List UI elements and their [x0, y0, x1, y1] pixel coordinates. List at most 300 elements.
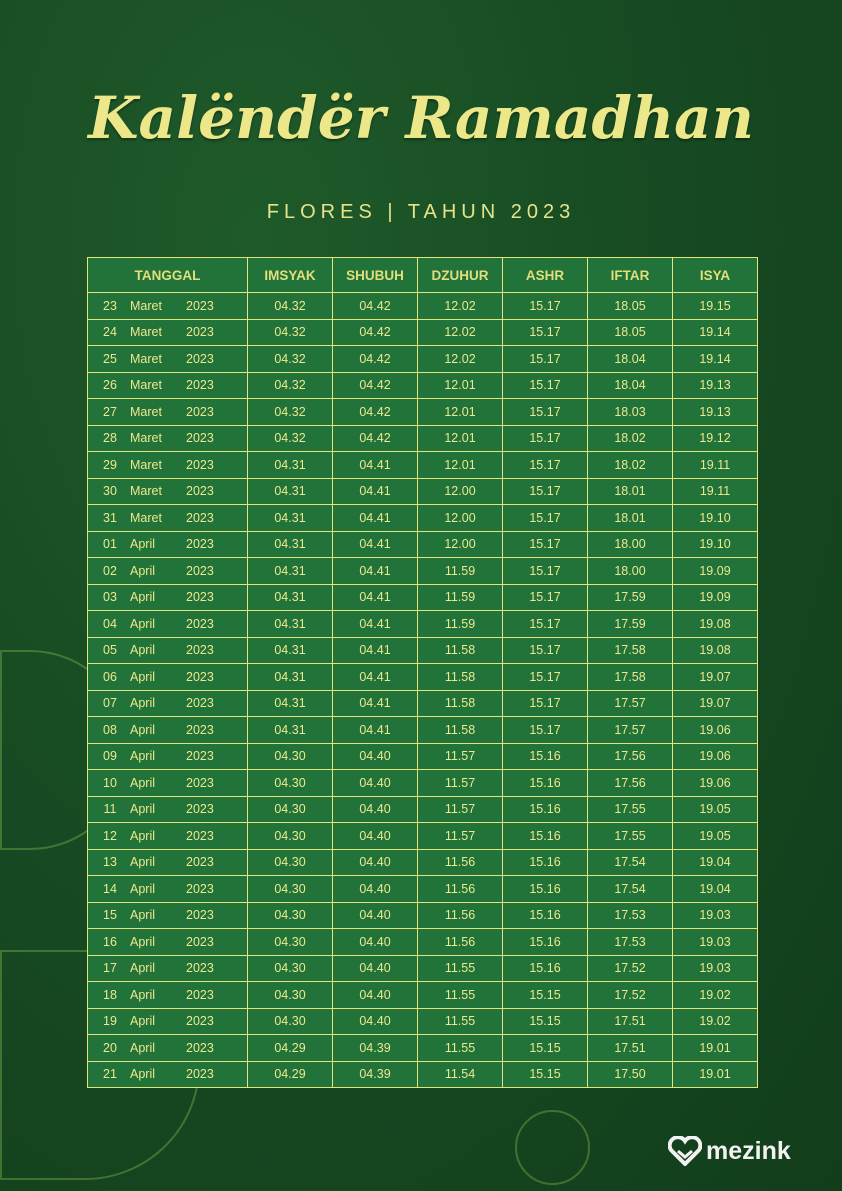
date-day: 07 [103, 696, 117, 711]
time-cell-dzuhur: 11.55 [418, 955, 503, 982]
time-cell-dzuhur: 11.55 [418, 982, 503, 1009]
date-day: 04 [103, 616, 117, 631]
date-month: April [130, 1040, 156, 1055]
time-cell-isya: 19.03 [673, 929, 758, 956]
time-cell-shubuh: 04.42 [333, 346, 418, 373]
date-year: 2023 [186, 1067, 214, 1082]
time-cell-imsyak: 04.32 [248, 319, 333, 346]
time-cell-shubuh: 04.40 [333, 955, 418, 982]
table-row [88, 558, 758, 585]
time-cell-iftar: 18.01 [588, 505, 673, 532]
date-year: 2023 [186, 881, 214, 896]
date-cell [88, 743, 248, 770]
date-year: 2023 [186, 1014, 214, 1029]
time-cell-iftar: 17.52 [588, 982, 673, 1009]
prayer-schedule-table [87, 257, 758, 1088]
page-subtitle: FLORES | TAHUN 2023 [266, 201, 576, 223]
time-cell-ashr: 15.16 [503, 849, 588, 876]
time-cell-shubuh: 04.42 [333, 372, 418, 399]
date-month: April [130, 1014, 156, 1029]
column-header-dzuhur: DZUHUR [418, 258, 503, 293]
mezink-logo [668, 1136, 791, 1166]
column-header-tanggal: TANGGAL [88, 258, 248, 293]
time-cell-dzuhur: 11.57 [418, 796, 503, 823]
date-year: 2023 [186, 828, 214, 843]
time-cell-shubuh: 04.40 [333, 770, 418, 797]
date-month: Maret [130, 510, 162, 525]
table-row [88, 425, 758, 452]
table-row [88, 1061, 758, 1088]
date-cell [88, 955, 248, 982]
date-month: April [130, 563, 156, 578]
time-cell-dzuhur: 11.56 [418, 902, 503, 929]
table-row [88, 1035, 758, 1062]
date-month: Maret [130, 457, 162, 472]
time-cell-isya: 19.05 [673, 796, 758, 823]
date-day: 31 [103, 510, 117, 525]
date-cell [88, 1008, 248, 1035]
column-header-isya: ISYA [673, 258, 758, 293]
date-month: Maret [130, 404, 162, 419]
time-cell-imsyak: 04.30 [248, 955, 333, 982]
time-cell-dzuhur: 11.58 [418, 717, 503, 744]
table-row [88, 346, 758, 373]
time-cell-imsyak: 04.31 [248, 478, 333, 505]
date-day: 29 [103, 457, 117, 472]
time-cell-imsyak: 04.31 [248, 584, 333, 611]
time-cell-dzuhur: 11.58 [418, 690, 503, 717]
date-cell [88, 611, 248, 638]
time-cell-iftar: 17.55 [588, 823, 673, 850]
date-month: April [130, 987, 156, 1002]
time-cell-imsyak: 04.30 [248, 929, 333, 956]
date-day: 25 [103, 351, 117, 366]
time-cell-isya: 19.12 [673, 425, 758, 452]
date-cell [88, 399, 248, 426]
time-cell-iftar: 17.52 [588, 955, 673, 982]
table-row [88, 372, 758, 399]
date-day: 23 [103, 298, 117, 313]
time-cell-iftar: 17.53 [588, 902, 673, 929]
date-day: 26 [103, 378, 117, 393]
time-cell-shubuh: 04.40 [333, 849, 418, 876]
date-year: 2023 [186, 934, 214, 949]
time-cell-shubuh: 04.40 [333, 743, 418, 770]
date-cell [88, 293, 248, 320]
date-year: 2023 [186, 961, 214, 976]
date-month: Maret [130, 298, 162, 313]
logo-text: mezink [706, 1136, 791, 1165]
date-year: 2023 [186, 457, 214, 472]
time-cell-dzuhur: 11.57 [418, 770, 503, 797]
time-cell-iftar: 17.58 [588, 637, 673, 664]
date-year: 2023 [186, 404, 214, 419]
column-header-ashr: ASHR [503, 258, 588, 293]
time-cell-imsyak: 04.31 [248, 452, 333, 479]
date-month: April [130, 669, 156, 684]
time-cell-isya: 19.06 [673, 743, 758, 770]
date-year: 2023 [186, 908, 214, 923]
date-day: 30 [103, 484, 117, 499]
time-cell-dzuhur: 11.55 [418, 1008, 503, 1035]
time-cell-isya: 19.13 [673, 372, 758, 399]
time-cell-imsyak: 04.30 [248, 849, 333, 876]
date-cell [88, 664, 248, 691]
date-year: 2023 [186, 1040, 214, 1055]
time-cell-shubuh: 04.40 [333, 902, 418, 929]
date-cell [88, 876, 248, 903]
time-cell-shubuh: 04.40 [333, 796, 418, 823]
table-row [88, 902, 758, 929]
time-cell-isya: 19.06 [673, 717, 758, 744]
time-cell-ashr: 15.17 [503, 558, 588, 585]
time-cell-ashr: 15.17 [503, 372, 588, 399]
date-month: April [130, 749, 156, 764]
date-day: 24 [103, 325, 117, 340]
date-day: 13 [103, 855, 117, 870]
time-cell-iftar: 17.55 [588, 796, 673, 823]
date-cell [88, 558, 248, 585]
time-cell-dzuhur: 12.02 [418, 293, 503, 320]
time-cell-ashr: 15.17 [503, 505, 588, 532]
time-cell-dzuhur: 11.58 [418, 664, 503, 691]
date-cell [88, 690, 248, 717]
date-cell [88, 505, 248, 532]
time-cell-imsyak: 04.30 [248, 743, 333, 770]
table-row [88, 955, 758, 982]
time-cell-ashr: 15.16 [503, 955, 588, 982]
date-cell [88, 346, 248, 373]
date-day: 05 [103, 643, 117, 658]
time-cell-shubuh: 04.39 [333, 1061, 418, 1088]
table-row [88, 505, 758, 532]
time-cell-shubuh: 04.41 [333, 452, 418, 479]
table-row [88, 664, 758, 691]
table-row [88, 452, 758, 479]
column-header-iftar: IFTAR [588, 258, 673, 293]
date-month: April [130, 775, 156, 790]
time-cell-ashr: 15.16 [503, 902, 588, 929]
time-cell-ashr: 15.15 [503, 982, 588, 1009]
time-cell-shubuh: 04.40 [333, 876, 418, 903]
time-cell-imsyak: 04.29 [248, 1035, 333, 1062]
time-cell-iftar: 18.05 [588, 319, 673, 346]
date-year: 2023 [186, 431, 214, 446]
time-cell-ashr: 15.17 [503, 346, 588, 373]
date-year: 2023 [186, 510, 214, 525]
time-cell-ashr: 15.17 [503, 664, 588, 691]
time-cell-dzuhur: 12.02 [418, 346, 503, 373]
time-cell-isya: 19.08 [673, 637, 758, 664]
time-cell-ashr: 15.16 [503, 796, 588, 823]
time-cell-dzuhur: 12.01 [418, 425, 503, 452]
date-year: 2023 [186, 987, 214, 1002]
date-cell [88, 717, 248, 744]
column-header-shubuh: SHUBUH [333, 258, 418, 293]
date-day: 17 [103, 961, 117, 976]
table-row [88, 690, 758, 717]
date-day: 14 [103, 881, 117, 896]
table-header-row [88, 258, 758, 293]
time-cell-shubuh: 04.40 [333, 982, 418, 1009]
time-cell-iftar: 18.02 [588, 452, 673, 479]
date-day: 06 [103, 669, 117, 684]
time-cell-iftar: 18.03 [588, 399, 673, 426]
time-cell-iftar: 17.59 [588, 584, 673, 611]
date-cell [88, 452, 248, 479]
time-cell-iftar: 17.51 [588, 1035, 673, 1062]
time-cell-iftar: 17.56 [588, 770, 673, 797]
time-cell-iftar: 17.57 [588, 717, 673, 744]
time-cell-imsyak: 04.30 [248, 876, 333, 903]
time-cell-imsyak: 04.31 [248, 611, 333, 638]
date-year: 2023 [186, 351, 214, 366]
column-header-imsyak: IMSYAK [248, 258, 333, 293]
time-cell-iftar: 17.59 [588, 611, 673, 638]
date-cell [88, 425, 248, 452]
date-month: April [130, 828, 156, 843]
time-cell-imsyak: 04.30 [248, 823, 333, 850]
time-cell-ashr: 15.16 [503, 929, 588, 956]
date-month: April [130, 590, 156, 605]
time-cell-ashr: 15.17 [503, 637, 588, 664]
time-cell-imsyak: 04.32 [248, 372, 333, 399]
time-cell-ashr: 15.17 [503, 399, 588, 426]
date-cell [88, 770, 248, 797]
time-cell-dzuhur: 12.00 [418, 478, 503, 505]
time-cell-shubuh: 04.40 [333, 1008, 418, 1035]
date-day: 08 [103, 722, 117, 737]
time-cell-iftar: 17.54 [588, 849, 673, 876]
time-cell-dzuhur: 11.59 [418, 558, 503, 585]
date-year: 2023 [186, 616, 214, 631]
table-row [88, 876, 758, 903]
table-row [88, 637, 758, 664]
time-cell-ashr: 15.17 [503, 478, 588, 505]
table-row [88, 584, 758, 611]
date-year: 2023 [186, 378, 214, 393]
date-year: 2023 [186, 749, 214, 764]
date-cell [88, 929, 248, 956]
time-cell-isya: 19.09 [673, 584, 758, 611]
time-cell-ashr: 15.17 [503, 717, 588, 744]
date-year: 2023 [186, 855, 214, 870]
time-cell-isya: 19.03 [673, 902, 758, 929]
date-day: 03 [103, 590, 117, 605]
time-cell-imsyak: 04.31 [248, 558, 333, 585]
date-month: Maret [130, 484, 162, 499]
time-cell-imsyak: 04.32 [248, 346, 333, 373]
time-cell-imsyak: 04.29 [248, 1061, 333, 1088]
time-cell-iftar: 18.02 [588, 425, 673, 452]
time-cell-imsyak: 04.31 [248, 505, 333, 532]
time-cell-ashr: 15.17 [503, 319, 588, 346]
time-cell-dzuhur: 11.59 [418, 611, 503, 638]
time-cell-isya: 19.07 [673, 664, 758, 691]
time-cell-dzuhur: 12.02 [418, 319, 503, 346]
time-cell-imsyak: 04.31 [248, 637, 333, 664]
time-cell-ashr: 15.16 [503, 876, 588, 903]
date-day: 11 [103, 802, 117, 817]
time-cell-ashr: 15.15 [503, 1008, 588, 1035]
time-cell-shubuh: 04.41 [333, 478, 418, 505]
time-cell-dzuhur: 11.57 [418, 823, 503, 850]
time-cell-ashr: 15.17 [503, 690, 588, 717]
date-day: 10 [103, 775, 117, 790]
time-cell-shubuh: 04.42 [333, 293, 418, 320]
time-cell-isya: 19.11 [673, 452, 758, 479]
time-cell-imsyak: 04.32 [248, 399, 333, 426]
date-month: April [130, 696, 156, 711]
date-year: 2023 [186, 298, 214, 313]
time-cell-shubuh: 04.42 [333, 399, 418, 426]
time-cell-shubuh: 04.39 [333, 1035, 418, 1062]
time-cell-iftar: 17.56 [588, 743, 673, 770]
table-row [88, 531, 758, 558]
time-cell-dzuhur: 11.56 [418, 849, 503, 876]
date-cell [88, 902, 248, 929]
table-row [88, 823, 758, 850]
date-cell [88, 531, 248, 558]
date-month: April [130, 961, 156, 976]
time-cell-isya: 19.08 [673, 611, 758, 638]
date-month: April [130, 934, 156, 949]
time-cell-isya: 19.14 [673, 346, 758, 373]
time-cell-imsyak: 04.31 [248, 664, 333, 691]
table-row [88, 717, 758, 744]
time-cell-imsyak: 04.30 [248, 982, 333, 1009]
time-cell-isya: 19.04 [673, 849, 758, 876]
date-year: 2023 [186, 669, 214, 684]
time-cell-iftar: 17.51 [588, 1008, 673, 1035]
date-cell [88, 796, 248, 823]
time-cell-dzuhur: 12.01 [418, 372, 503, 399]
time-cell-imsyak: 04.31 [248, 717, 333, 744]
date-day: 21 [103, 1067, 117, 1082]
time-cell-isya: 19.04 [673, 876, 758, 903]
time-cell-shubuh: 04.41 [333, 690, 418, 717]
table-row [88, 849, 758, 876]
time-cell-ashr: 15.17 [503, 531, 588, 558]
date-month: Maret [130, 378, 162, 393]
table-row [88, 1008, 758, 1035]
time-cell-shubuh: 04.41 [333, 664, 418, 691]
time-cell-imsyak: 04.31 [248, 690, 333, 717]
date-month: April [130, 908, 156, 923]
time-cell-shubuh: 04.42 [333, 319, 418, 346]
date-cell [88, 823, 248, 850]
time-cell-isya: 19.13 [673, 399, 758, 426]
table-row [88, 770, 758, 797]
time-cell-shubuh: 04.41 [333, 717, 418, 744]
time-cell-shubuh: 04.41 [333, 505, 418, 532]
date-cell [88, 319, 248, 346]
date-year: 2023 [186, 537, 214, 552]
time-cell-shubuh: 04.41 [333, 611, 418, 638]
date-day: 15 [103, 908, 117, 923]
time-cell-isya: 19.15 [673, 293, 758, 320]
time-cell-ashr: 15.17 [503, 425, 588, 452]
time-cell-ashr: 15.16 [503, 823, 588, 850]
time-cell-iftar: 17.50 [588, 1061, 673, 1088]
time-cell-shubuh: 04.41 [333, 584, 418, 611]
date-cell [88, 1035, 248, 1062]
time-cell-ashr: 15.16 [503, 770, 588, 797]
table-row [88, 399, 758, 426]
page-title: Kalëndër Ramadhan [88, 84, 754, 152]
time-cell-isya: 19.02 [673, 982, 758, 1009]
time-cell-ashr: 15.16 [503, 743, 588, 770]
date-month: April [130, 616, 156, 631]
time-cell-isya: 19.09 [673, 558, 758, 585]
table-row [88, 743, 758, 770]
date-cell [88, 637, 248, 664]
time-cell-shubuh: 04.41 [333, 637, 418, 664]
date-month: April [130, 643, 156, 658]
time-cell-iftar: 18.01 [588, 478, 673, 505]
date-year: 2023 [186, 590, 214, 605]
time-cell-iftar: 17.57 [588, 690, 673, 717]
table-row [88, 796, 758, 823]
mandala-ornament [515, 1110, 590, 1185]
time-cell-isya: 19.10 [673, 531, 758, 558]
table-row [88, 478, 758, 505]
time-cell-imsyak: 04.32 [248, 293, 333, 320]
heart-logo-icon [668, 1136, 702, 1166]
date-cell [88, 849, 248, 876]
date-year: 2023 [186, 802, 214, 817]
date-month: April [130, 881, 156, 896]
date-year: 2023 [186, 775, 214, 790]
date-cell [88, 584, 248, 611]
time-cell-dzuhur: 11.55 [418, 1035, 503, 1062]
time-cell-dzuhur: 11.54 [418, 1061, 503, 1088]
date-day: 12 [103, 828, 117, 843]
date-day: 18 [103, 987, 117, 1002]
time-cell-imsyak: 04.30 [248, 796, 333, 823]
date-day: 01 [103, 537, 117, 552]
time-cell-imsyak: 04.30 [248, 770, 333, 797]
date-day: 09 [103, 749, 117, 764]
date-month: Maret [130, 351, 162, 366]
date-year: 2023 [186, 484, 214, 499]
time-cell-isya: 19.05 [673, 823, 758, 850]
time-cell-imsyak: 04.31 [248, 531, 333, 558]
date-month: April [130, 722, 156, 737]
date-month: April [130, 855, 156, 870]
time-cell-imsyak: 04.30 [248, 1008, 333, 1035]
date-cell [88, 1061, 248, 1088]
time-cell-shubuh: 04.42 [333, 425, 418, 452]
table-row [88, 982, 758, 1009]
time-cell-shubuh: 04.40 [333, 929, 418, 956]
time-cell-dzuhur: 12.00 [418, 505, 503, 532]
time-cell-iftar: 17.58 [588, 664, 673, 691]
date-cell [88, 478, 248, 505]
time-cell-isya: 19.11 [673, 478, 758, 505]
time-cell-iftar: 17.53 [588, 929, 673, 956]
date-cell [88, 982, 248, 1009]
date-day: 28 [103, 431, 117, 446]
date-day: 20 [103, 1040, 117, 1055]
time-cell-shubuh: 04.41 [333, 558, 418, 585]
time-cell-ashr: 15.17 [503, 611, 588, 638]
date-year: 2023 [186, 643, 214, 658]
time-cell-isya: 19.14 [673, 319, 758, 346]
time-cell-ashr: 15.17 [503, 584, 588, 611]
time-cell-ashr: 15.15 [503, 1061, 588, 1088]
time-cell-isya: 19.01 [673, 1035, 758, 1062]
